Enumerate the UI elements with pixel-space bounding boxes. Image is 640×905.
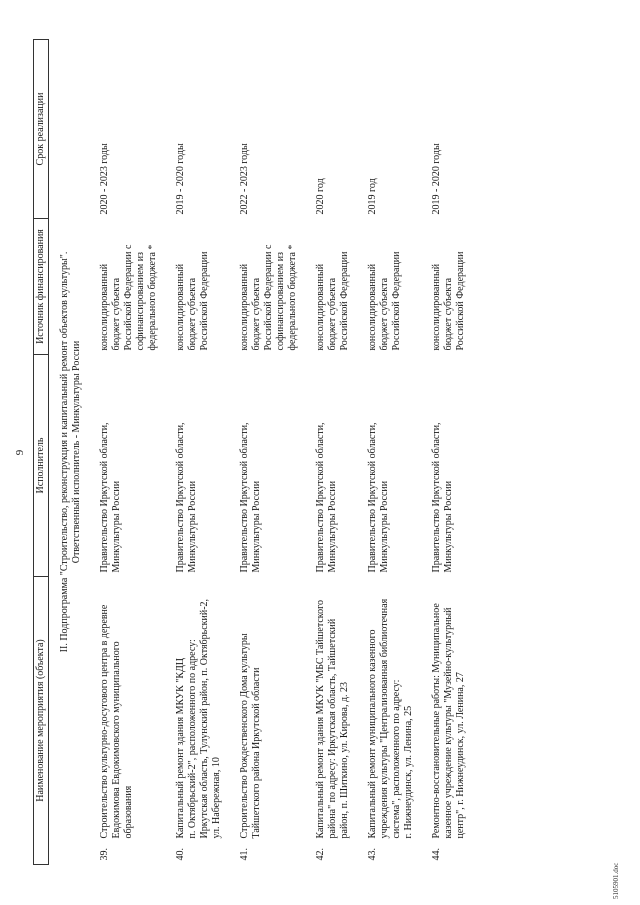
name-line: п. Октябрьский-2", расположенного по адресу: xyxy=(187,639,198,839)
source-line: Российской Федерации xyxy=(199,251,210,351)
source-line: бюджет субъекта xyxy=(251,277,262,351)
table-header xyxy=(34,40,49,865)
footer-file-code: 5105901.doc xyxy=(612,862,620,899)
source-line: Российской Федерации xyxy=(339,251,350,351)
row-name xyxy=(89,577,165,843)
table-row xyxy=(165,40,229,865)
row-number: 39. xyxy=(99,848,110,861)
source-line: консолидированный xyxy=(99,263,110,351)
row-source xyxy=(89,219,165,355)
executor-line: Минкультуры России xyxy=(379,480,390,573)
executor-line: Минкультуры России xyxy=(251,480,262,573)
name-line: района" по адресу: Иркутская область, Тайшетский xyxy=(327,618,338,839)
row-term: 2020 - 2023 годы xyxy=(99,143,110,215)
section-row xyxy=(49,40,90,865)
executor-line: Минкультуры России xyxy=(443,480,454,573)
row-name xyxy=(229,577,305,843)
row-executor xyxy=(165,355,229,577)
row-number: 43. xyxy=(367,848,378,861)
source-line: Российской Федерации xyxy=(391,251,402,351)
page-number: 9 xyxy=(14,449,26,456)
name-line: Евдокимова Евдокимовского муниципального xyxy=(111,641,122,839)
executor-line: Правительство Иркутской области, xyxy=(99,422,110,573)
source-line: бюджет субъекта xyxy=(327,277,338,351)
source-line: консолидированный xyxy=(239,263,250,351)
row-source xyxy=(229,219,305,355)
executor-line: Правительство Иркутской области, xyxy=(175,422,186,573)
name-line: Иркутская область, Тулунский район, п. Октябрьский-2, xyxy=(199,598,210,839)
row-source xyxy=(165,219,229,355)
source-line: Российской Федерации с xyxy=(263,244,274,351)
name-line: район, п. Шиткино, ул. Кирова, д. 23 xyxy=(339,681,350,839)
source-line: федерального бюджета * xyxy=(147,244,158,351)
header-term: Срок реализации xyxy=(34,40,49,219)
table-row xyxy=(229,40,305,865)
name-line: учреждения культуры "Централизованная библиотечная xyxy=(379,598,390,839)
row-term: 2022 - 2023 годы xyxy=(239,143,250,215)
header-executor: Исполнитель xyxy=(34,355,49,577)
executor-line: Минкультуры России xyxy=(187,480,198,573)
row-name xyxy=(357,577,421,843)
name-line: Строительство культурно-досугового центра в деревне xyxy=(99,604,110,839)
row-executor xyxy=(305,355,357,577)
row-source xyxy=(421,219,473,355)
table-body xyxy=(49,40,474,865)
row-term: 2019 - 2020 годы xyxy=(431,143,442,215)
executor-line: Минкультуры России xyxy=(327,480,338,573)
name-line: Капитальный ремонт здания МКУК "КДЦ xyxy=(175,657,186,839)
executor-line: Правительство Иркутской области, xyxy=(367,422,378,573)
row-name xyxy=(305,577,357,843)
source-line: софинансированием из xyxy=(275,251,286,351)
name-line: система", расположенного по адресу: xyxy=(391,679,402,839)
header-source: Источник финансирования xyxy=(34,219,49,355)
source-line: софинансированием из xyxy=(135,251,146,351)
row-executor xyxy=(421,355,473,577)
row-number: 41. xyxy=(239,848,250,861)
row-name xyxy=(165,577,229,843)
header-name: Наименование мероприятия (объекта) xyxy=(34,577,49,865)
measures-table xyxy=(33,39,473,865)
executor-line: Правительство Иркутской области, xyxy=(239,422,250,573)
name-line: ул. Набережная, 10 xyxy=(211,757,222,839)
row-number: 44. xyxy=(431,848,442,861)
source-line: бюджет субъекта xyxy=(111,277,122,351)
source-line: Российской Федерации с xyxy=(123,244,134,351)
source-line: консолидированный xyxy=(431,263,442,351)
row-term: 2020 год xyxy=(315,178,326,215)
name-line: Капитальный ремонт здания МКУК "МБС Тайшетского xyxy=(315,600,326,839)
table-row xyxy=(89,40,165,865)
row-number: 42. xyxy=(315,848,326,861)
executor-line: Правительство Иркутской области, xyxy=(431,422,442,573)
source-line: бюджет субъекта xyxy=(443,277,454,351)
row-term: 2019 - 2020 годы xyxy=(175,143,186,215)
table-row xyxy=(357,40,421,865)
table-row xyxy=(421,40,473,865)
row-number: 40. xyxy=(175,848,186,861)
executor-line: Правительство Иркутской области, xyxy=(315,422,326,573)
source-line: консолидированный xyxy=(367,263,378,351)
section-title: II. Подпрограмма "Строительство, реконструкция и капитальный ремонт объектов культуры". xyxy=(59,251,70,653)
name-line: центр", г. Нижнеудинск, ул. Ленина, 27 xyxy=(455,672,466,839)
name-line: образования xyxy=(123,785,134,839)
source-line: консолидированный xyxy=(175,263,186,351)
source-line: бюджет субъекта xyxy=(379,277,390,351)
name-line: казенное учреждение культуры "Музейно-культурный xyxy=(443,607,454,839)
name-line: Тайшетского района Иркутской области xyxy=(251,667,262,839)
row-term: 2019 год xyxy=(367,178,378,215)
row-executor xyxy=(229,355,305,577)
section-subtitle: Ответственный исполнитель - Минкультуры России xyxy=(71,340,82,564)
name-line: Ремонтно-восстановительные работы: Муниципальное xyxy=(431,603,442,839)
row-executor xyxy=(89,355,165,577)
row-name xyxy=(421,577,473,843)
name-line: Капитальный ремонт муниципального казенного xyxy=(367,629,378,839)
executor-line: Минкультуры России xyxy=(111,480,122,573)
row-source xyxy=(305,219,357,355)
source-line: Российской Федерации xyxy=(455,251,466,351)
source-line: федерального бюджета * xyxy=(287,244,298,351)
source-line: бюджет субъекта xyxy=(187,277,198,351)
source-line: консолидированный xyxy=(315,263,326,351)
name-line: Строительство Рождественского Дома культуры xyxy=(239,633,250,839)
row-executor xyxy=(357,355,421,577)
table-row xyxy=(305,40,357,865)
name-line: г. Нижнеудинск, ул. Ленина, 25 xyxy=(403,705,414,839)
row-source xyxy=(357,219,421,355)
